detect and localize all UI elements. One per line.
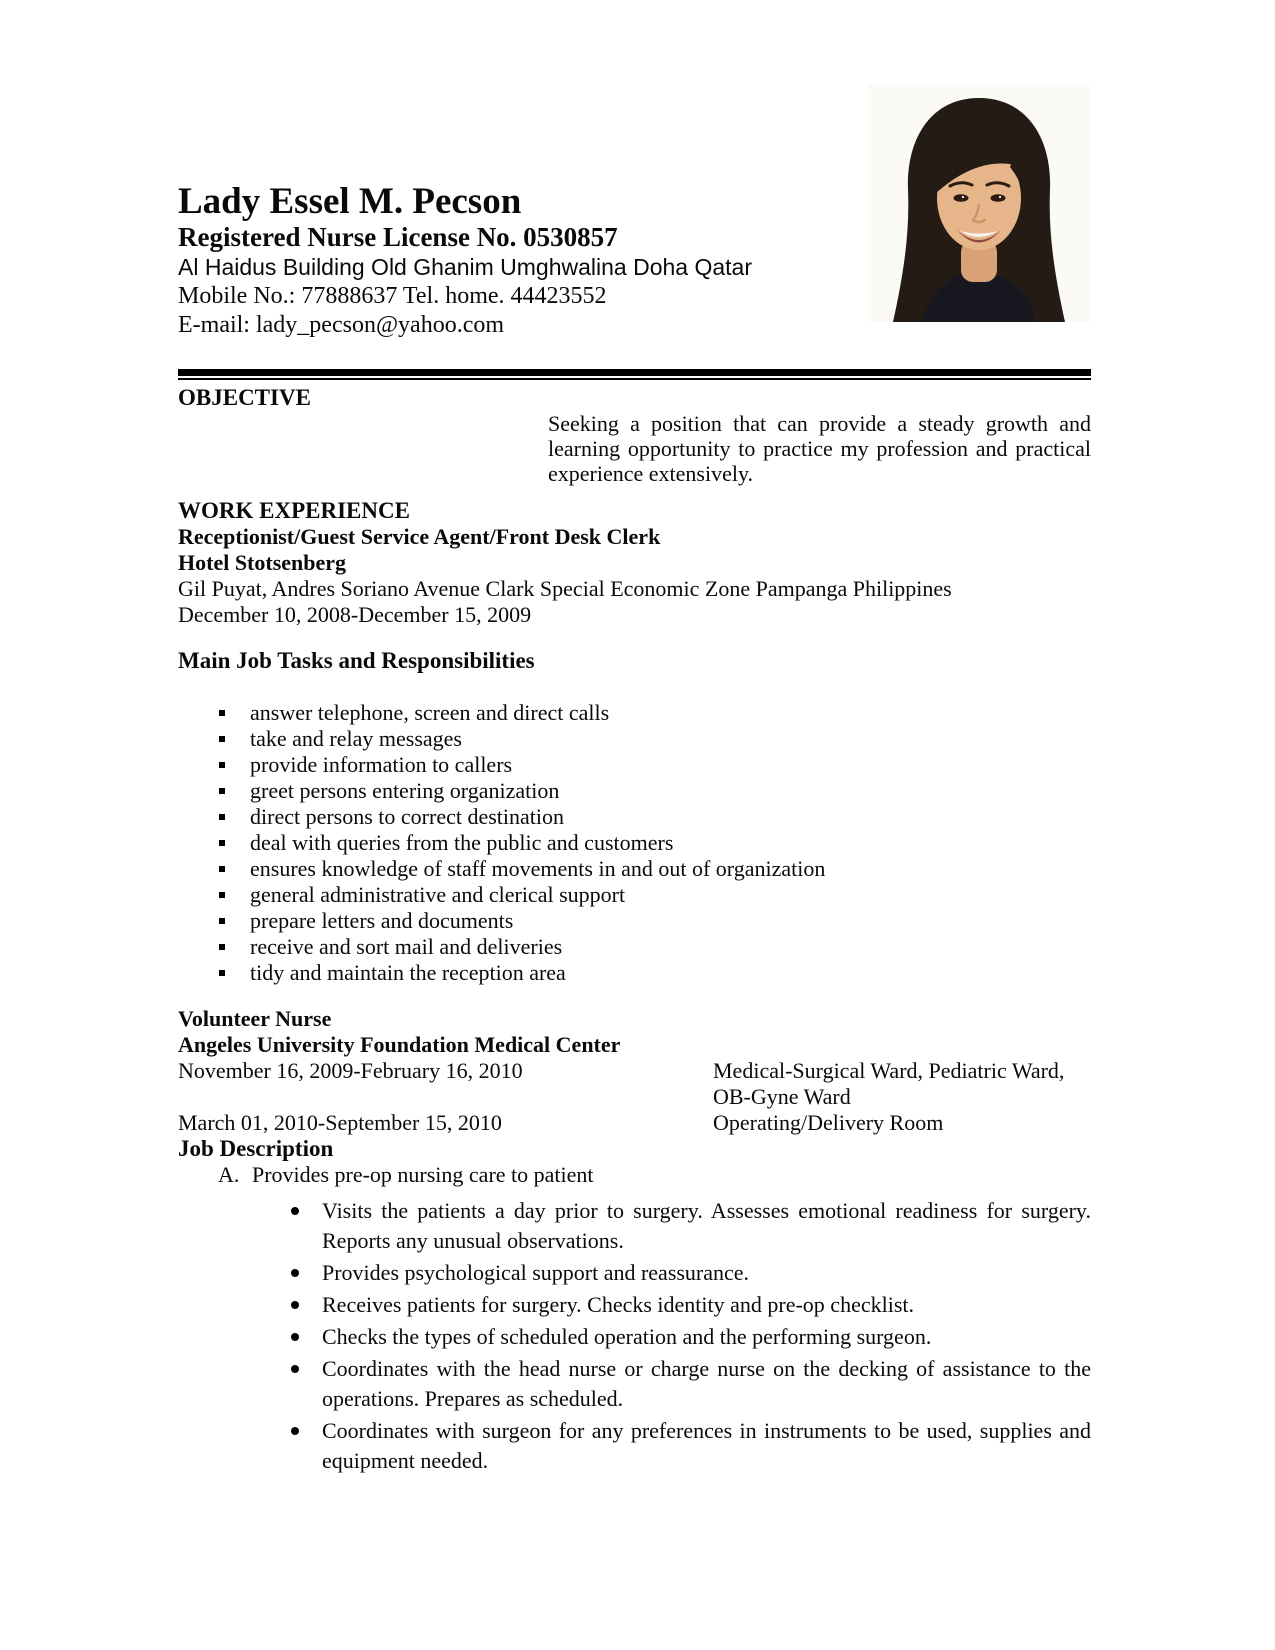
header-divider [178, 369, 1091, 380]
duty-item [178, 1258, 1091, 1288]
task-item [178, 934, 1091, 960]
duties-list [178, 1196, 1091, 1476]
duty-item [178, 1354, 1091, 1414]
work-experience-heading: WORK EXPERIENCE [178, 498, 410, 523]
item-a-title: Provides pre-op nursing care to patient [252, 1162, 594, 1187]
round-bullet-icon [291, 1333, 299, 1341]
task-text: take and relay messages [250, 726, 462, 751]
task-text: provide information to callers [250, 752, 513, 777]
duty-text: Checks the types of scheduled operation and the performing surgeon. [322, 1324, 932, 1349]
volunteer-section [178, 1006, 1091, 1058]
task-item [178, 778, 1091, 804]
square-bullet-icon [219, 892, 225, 898]
round-bullet-icon [291, 1207, 299, 1215]
round-bullet-icon [291, 1427, 299, 1435]
square-bullet-icon [219, 944, 225, 950]
objective-text: Seeking a position that can provide a steady growth and learning opportunity to practice my profession and practical experience extensively. [548, 411, 1091, 486]
item-a-label: A. [218, 1162, 240, 1187]
square-bullet-icon [219, 788, 225, 794]
round-bullet-icon [291, 1365, 299, 1373]
round-bullet-icon [291, 1301, 299, 1309]
portrait-image [868, 85, 1091, 322]
license-line: Registered Nurse License No. 0530857 [178, 222, 618, 252]
task-item [178, 830, 1091, 856]
task-text: greet persons entering organization [250, 778, 560, 803]
applicant-name: Lady Essel M. Pecson [178, 181, 522, 222]
task-text: direct persons to correct destination [250, 804, 565, 829]
duty-item [178, 1290, 1091, 1320]
assignment-table [178, 1058, 1091, 1136]
square-bullet-icon [219, 866, 225, 872]
work-experience-section [178, 498, 1091, 628]
task-item [178, 804, 1091, 830]
duty-text: Visits the patients a day prior to surgery. Assesses emotional readiness for surgery. Reports any unusual observations. [322, 1198, 1091, 1253]
duty-item [178, 1322, 1091, 1352]
task-item [178, 882, 1091, 908]
tasks-heading: Main Job Tasks and Responsibilities [178, 648, 535, 673]
square-bullet-icon [219, 970, 225, 976]
duty-text: Coordinates with surgeon for any preferences in instruments to be used, supplies and equipment needed. [322, 1418, 1091, 1473]
job-description-item-a [178, 1162, 1091, 1188]
square-bullet-icon [219, 710, 225, 716]
applicant-photo [868, 85, 1091, 322]
job-description-heading: Job Description [178, 1136, 334, 1161]
square-bullet-icon [219, 736, 225, 742]
task-text: general administrative and clerical support [250, 882, 626, 907]
period-assignment: Operating/Delivery Room [713, 1110, 944, 1135]
task-item [178, 726, 1091, 752]
objective-heading: OBJECTIVE [178, 385, 311, 410]
task-text: tidy and maintain the reception area [250, 960, 566, 985]
tasks-list [178, 700, 1091, 986]
period-dates: November 16, 2009-February 16, 2010 [178, 1058, 523, 1083]
task-text: answer telephone, screen and direct calls [250, 700, 610, 725]
job2-company: Angeles University Foundation Medical Center [178, 1032, 621, 1057]
task-item [178, 960, 1091, 986]
contact-block [178, 182, 752, 340]
square-bullet-icon [219, 814, 225, 820]
period-assignment: Medical-Surgical Ward, Pediatric Ward, OB-Gyne Ward [713, 1058, 1065, 1109]
task-item [178, 908, 1091, 934]
task-text: deal with queries from the public and customers [250, 830, 674, 855]
task-text: receive and sort mail and deliveries [250, 934, 563, 959]
job2-title: Volunteer Nurse [178, 1006, 332, 1031]
task-item [178, 752, 1091, 778]
duty-text: Coordinates with the head nurse or charge nurse on the decking of assistance to the operations. Prepares as scheduled. [322, 1356, 1091, 1411]
duty-item [178, 1416, 1091, 1476]
duty-item [178, 1196, 1091, 1256]
task-text: prepare letters and documents [250, 908, 514, 933]
address-line: Al Haidus Building Old Ghanim Umghwalina Doha Qatar [178, 254, 753, 280]
job1-dates: December 10, 2008-December 15, 2009 [178, 602, 532, 627]
task-item [178, 700, 1091, 726]
job1-title: Receptionist/Guest Service Agent/Front Desk Clerk [178, 524, 661, 549]
duty-text: Provides psychological support and reassurance. [322, 1260, 750, 1285]
square-bullet-icon [219, 762, 225, 768]
phone-line: Mobile No.: 77888637 Tel. home. 44423552 [178, 283, 607, 309]
round-bullet-icon [291, 1269, 299, 1277]
square-bullet-icon [219, 918, 225, 924]
task-item [178, 856, 1091, 882]
job1-location: Gil Puyat, Andres Soriano Avenue Clark Special Economic Zone Pampanga Philippines [178, 576, 952, 601]
resume-header [178, 85, 1091, 340]
job1-company: Hotel Stotsenberg [178, 550, 347, 575]
email-line: E-mail: lady_pecson@yahoo.com [178, 312, 505, 338]
period-dates: March 01, 2010-September 15, 2010 [178, 1110, 502, 1135]
square-bullet-icon [219, 840, 225, 846]
duty-text: Receives patients for surgery. Checks identity and pre-op checklist. [322, 1292, 914, 1317]
task-text: ensures knowledge of staff movements in and out of organization [250, 856, 826, 881]
